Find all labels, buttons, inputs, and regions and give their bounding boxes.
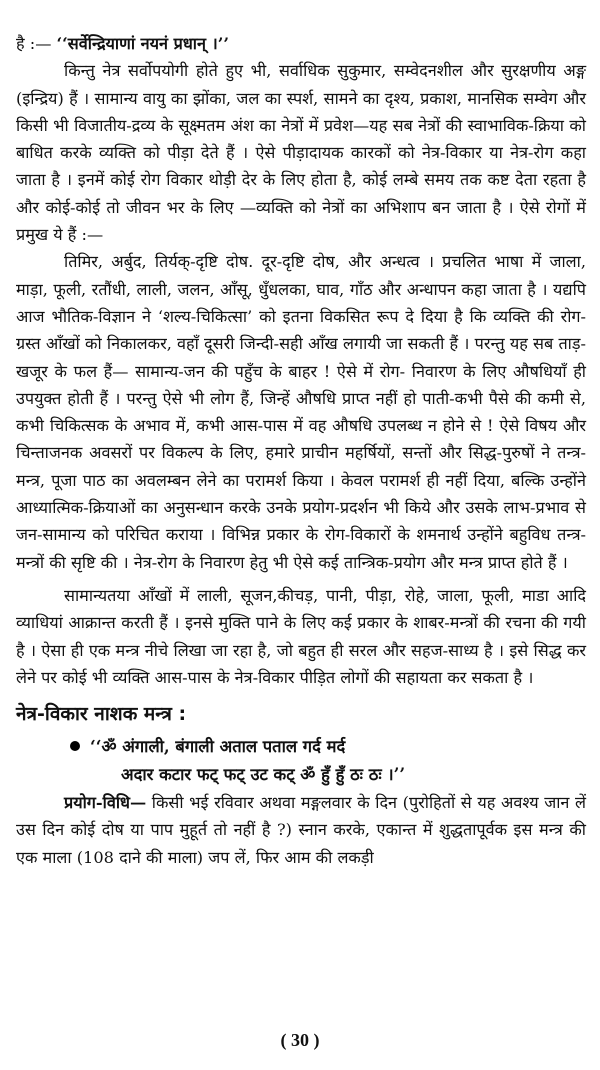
paragraph-1: किन्तु नेत्र सर्वोपयोगी होते हुए भी, सर्वाधिक सुकुमार, सम्वेदनशील और सुरक्षणीय अङ्ग (इन्द्रिय) हैं । सामान्य वायु का झोंका, जल का स्पर्श, सामने का दृश्य, प्रकाश, मानसिक सम्वेग और किसी भी विजातीय-द्रव्य के सूक्ष्मतम अंश का नेत्रों में प्रवेश—यह सब नेत्रों की स्वाभाविक-क्रिया को बाधित करके व्यक्ति को पीड़ा देते हैं । ऐसे पीड़ादायक कारकों को नेत्र-विकार या नेत्र-रोग कहा जाता है । इनमें कोई रोग विकार थोड़ी देर के लिए होता है, कोई लम्बे समय तक कष्ट देता रहता है और कोई-कोई तो जीवन भर के लिए —व्यक्ति को नेत्रों का अभिशाप बन जाता है । ऐसे रोगों में प्रमुख ये हैं :— xyxy=(16,61,586,245)
paragraph-3: सामान्यतया आँखों में लाली, सूजन,कीचड़, पानी, पीड़ा, रोहे, जाला, फूली, माडा आदि व्याधियां आक्रान्त करती हैं । इनसे मुक्ति पाने के लिए कई प्रकार के शाबर-मन्त्रों की रचना की गयी है । ऐसा ही एक मन्त्र नीचे लिखा जा रहा है, जो बहुत ही सरल और सहज-साध्य है । इसे सिद्ध कर लेने पर कोई भी व्यक्ति आस-पास के नेत्र-विकार पीड़ित लोगों की सहायता कर सकता है । xyxy=(16,585,586,687)
intro-line xyxy=(16,30,586,57)
mantra-line-2: अदार कटार फट् फट् उट कट् ॐ हुँ हुँ ठः ठः ।’’ xyxy=(121,765,406,785)
page-number: ( 30 ) xyxy=(280,1030,320,1050)
mantra-line-1 xyxy=(16,733,586,761)
bullet-icon xyxy=(70,741,80,751)
section-heading: नेत्र-विकार नाशक मन्त्र : xyxy=(16,703,187,726)
procedure-lead: प्रयोग-विधि— xyxy=(64,793,147,813)
procedure-text: किसी भई रविवार अथवा मङ्गलवार के दिन (पुरोहितों से यह अवश्य जान लें उस दिन कोई दोष या पाप मुहूर्त तो नहीं है ?) स्नान करके, एकान्त में शुद्धतापूर्वक इस मन्त्र की एक माला (108 दाने की माला) जप लें, फिर आम की लकड़ी xyxy=(16,793,586,867)
mantra-text-1: ‘‘ॐ अंगाली, बंगाली अताल पताल गर्द मर्द xyxy=(90,737,346,757)
sanskrit-quote: ‘‘सर्वेन्द्रियाणां नयनं प्रधान् ।’’ xyxy=(56,34,230,53)
paragraph-2: तिमिर, अर्बुद, तिर्यक्-दृष्टि दोष. दूर-दृष्टि दोष, और अन्धत्व । प्रचलित भाषा में जाला, माड़ा, फूली, रतौंधी, लाली, जलन, आँसू, धुँधलका, घाव, गाँठ और अन्धापन कहा जाता है । यद्यपि आज भौतिक-विज्ञान ने ‘शल्य-चिकित्सा’ को इतना विकसित रूप दे दिया है कि व्यक्ति की रोग-ग्रस्त आँखों को निकालकर, वहाँ दूसरी जिन्दी-सही आँख लगायी जा सकती हैं । परन्तु यह सब ताड़-खजूर के फल हैं— सामान्य-जन की पहुँच के बाहर ! ऐसे में रोग- निवारण के लिए औषधियाँ ही उपयुक्त होती हैं । परन्तु ऐसे भी लोग हैं, जिन्हें औषधि प्राप्त नहीं हो पाती-कभी पैसे की कमी से, कभी चिकित्सक के अभाव में, कभी आस-पास में वह औषधि उपलब्ध न होने से ! ऐसे विषय और चिन्ताजनक अवसरों पर विकल्प के लिए, हमारे प्राचीन महर्षियों, सन्तों और सिद्ध-पुरुषों ने तन्त्र-मन्त्र, पूजा पाठ का अवलम्बन लेने का परामर्श किया । केवल परामर्श ही नहीं दिया, बल्कि उन्होंने आध्यात्मिक-क्रियाओं का अनुसन्धान करके उनके प्रयोग-प्रदर्शन भी किये और उसके लाभ-प्रभाव से जन-सामान्य को परिचित कराया । विभिन्न प्रकार के रोग-विकारों के शमनार्थ उन्होंने बहुविध तन्त्र-मन्त्रों की सृष्टि की । नेत्र-रोग के निवारण हेतु भी ऐसे कई तान्त्रिक-प्रयोग और मन्त्र प्राप्त होते हैं । xyxy=(16,252,586,572)
intro-lead: है :— xyxy=(16,34,57,53)
procedure-paragraph xyxy=(16,789,586,871)
